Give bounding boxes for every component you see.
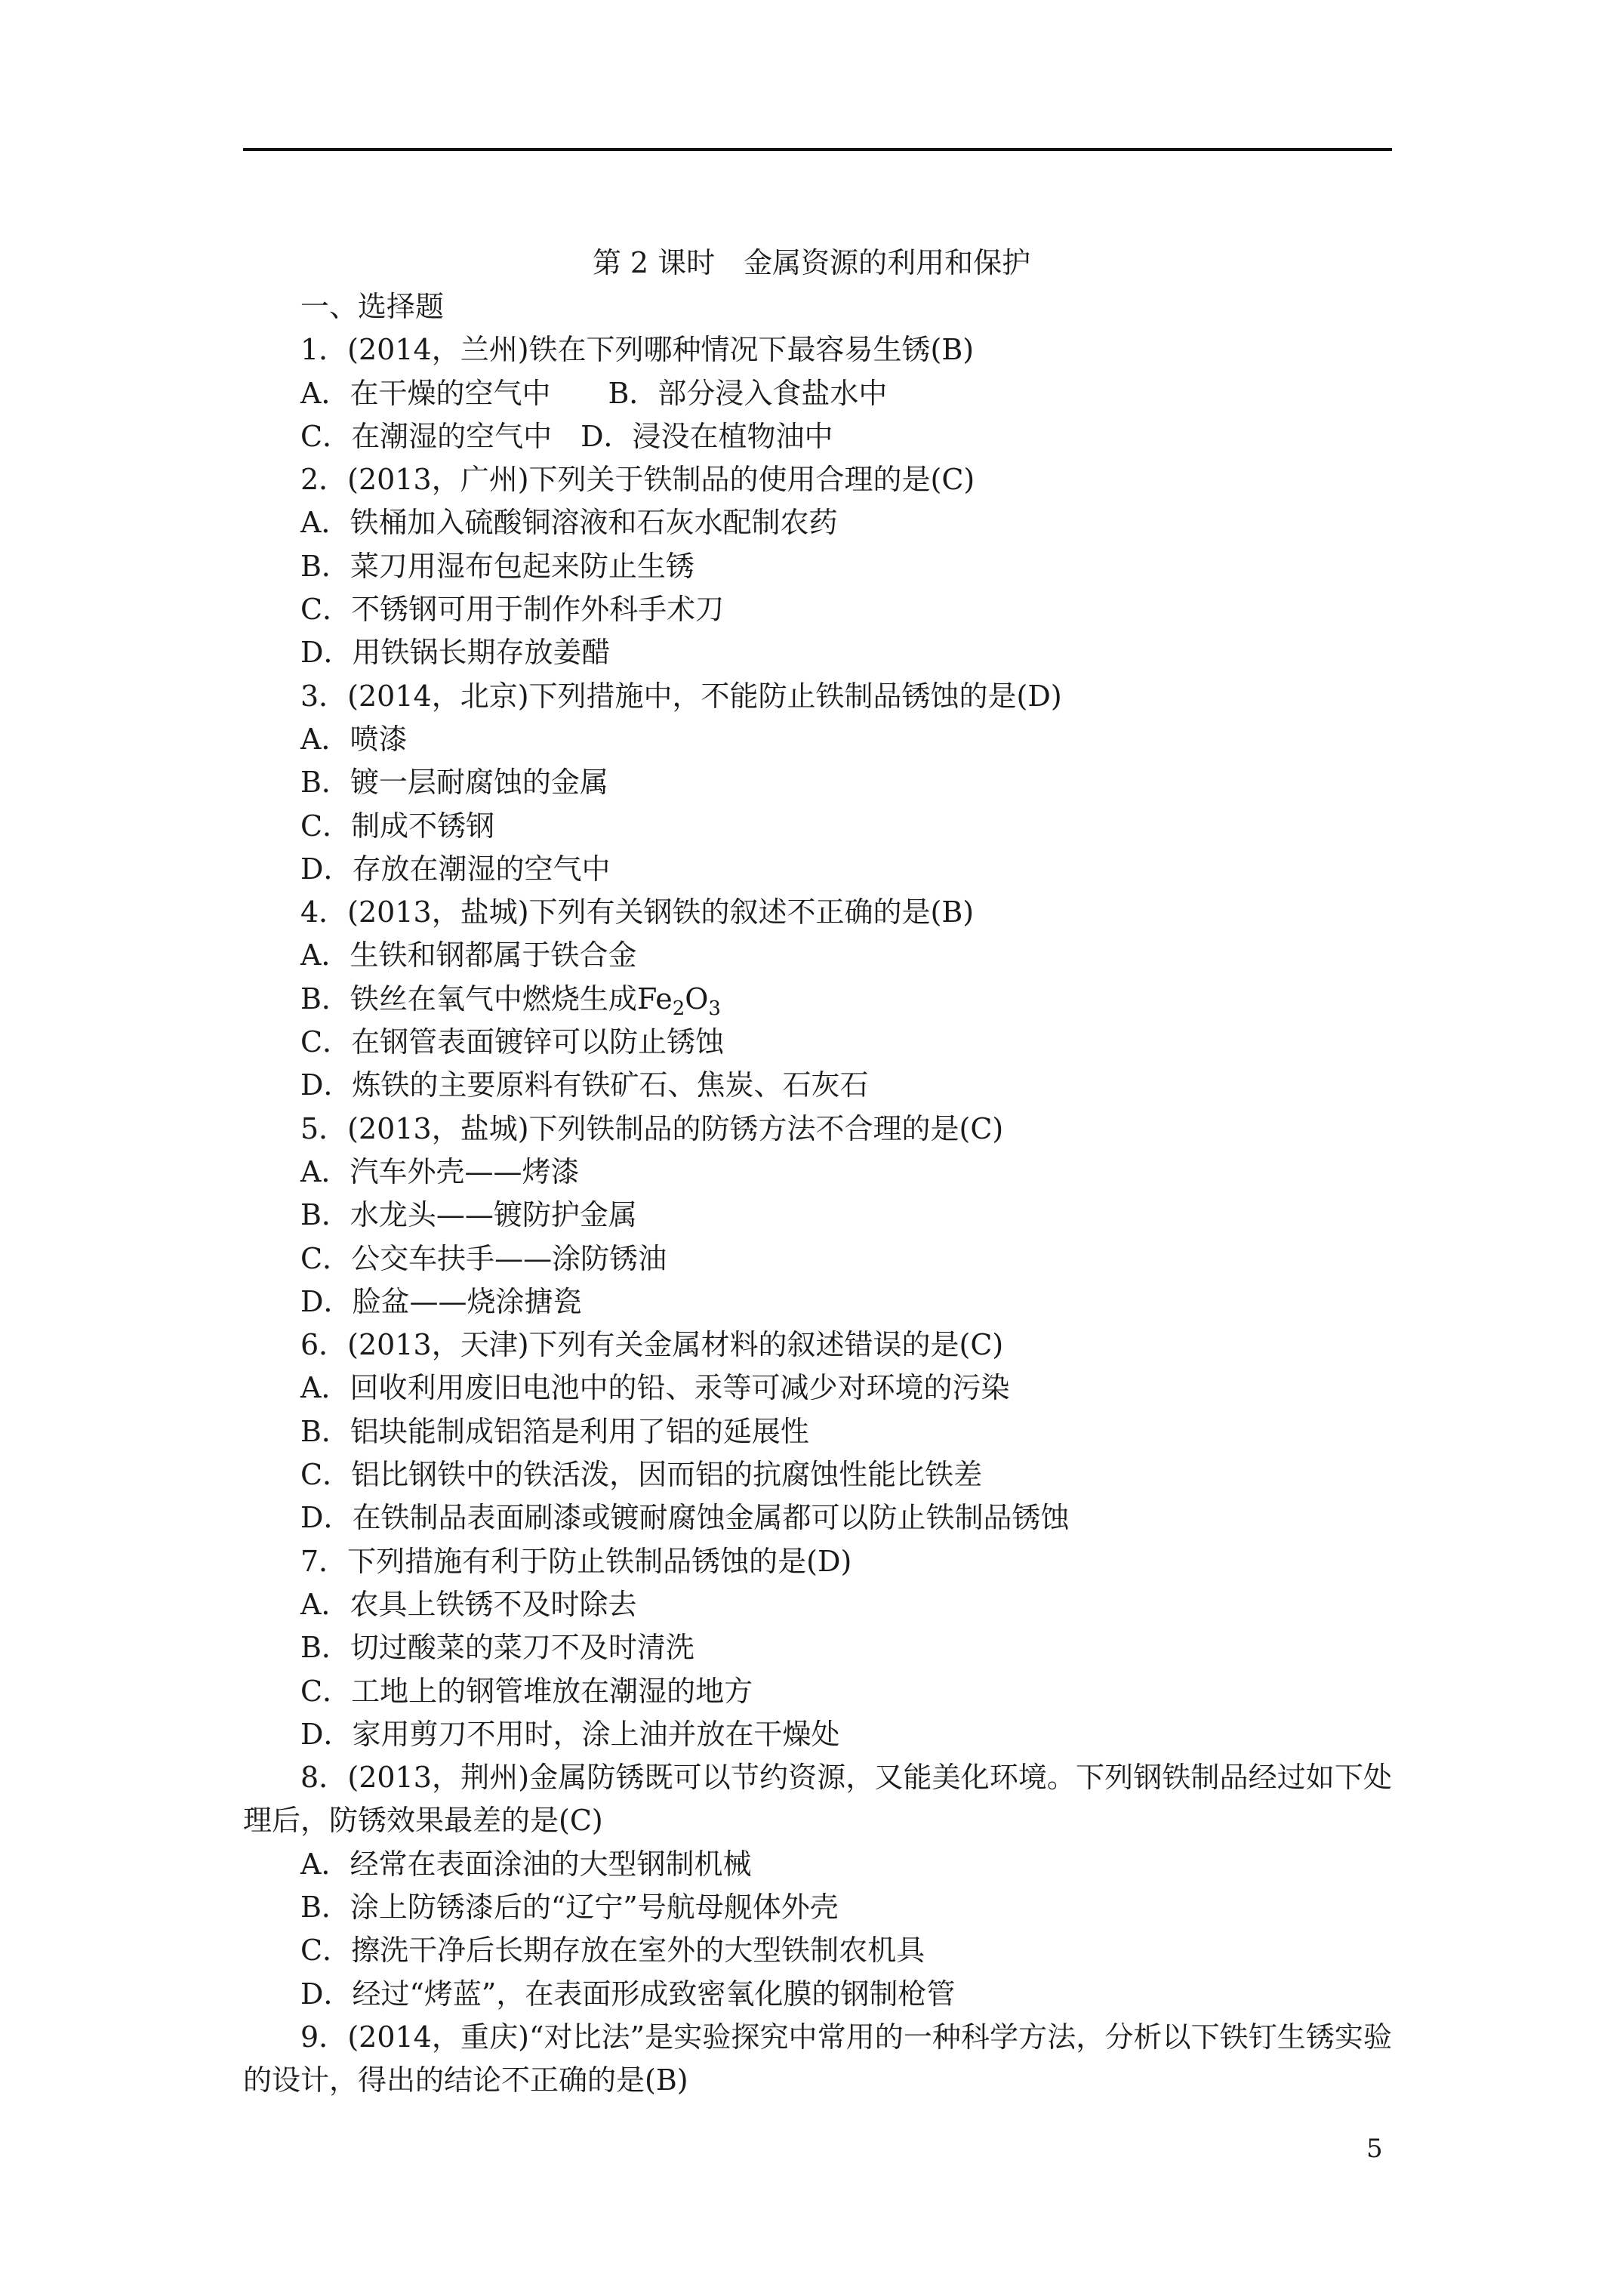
page-number: 5: [1366, 2134, 1383, 2164]
question-4-option-a: A．生铁和钢都属于铁合金: [300, 938, 637, 972]
question-6-option-d: D．在铁制品表面刷漆或镀耐腐蚀金属都可以防止铁制品锈蚀: [300, 1501, 1070, 1535]
question-2-option-a: A．铁桶加入硫酸铜溶液和石灰水配制农药: [300, 506, 838, 540]
document-body: [243, 285, 1392, 2102]
question-5-option-b: B．水龙头——镀防护金属: [300, 1198, 637, 1232]
formula-fe-subscript: 2: [672, 997, 685, 1020]
question-3-option-c: C．制成不锈钢: [300, 809, 495, 843]
question-2-option-d: D．用铁锅长期存放姜醋: [300, 636, 611, 670]
question-stem-6: 6．(2013，天津)下列有关金属材料的叙述错误的是(C): [300, 1328, 1004, 1362]
question-7-option-d: D．家用剪刀不用时，涂上油并放在干燥处: [300, 1717, 840, 1751]
question-4-option-d: D．炼铁的主要原料有铁矿石、焦炭、石灰石: [300, 1068, 869, 1102]
question-2-option-b: B．菜刀用湿布包起来防止生锈: [300, 549, 694, 583]
question-5-option-c: C．公交车扶手——涂防锈油: [300, 1241, 667, 1275]
formula-o: O: [685, 982, 709, 1015]
question-7-option-c: C．工地上的钢管堆放在潮湿的地方: [300, 1674, 753, 1708]
question-8-option-c: C．擦洗干净后长期存放在室外的大型铁制农机具: [300, 1934, 925, 1968]
question-6-option-c: C．铝比钢铁中的铁活泼，因而铝的抗腐蚀性能比铁差: [300, 1458, 983, 1492]
question-3-option-d: D．存放在潮湿的空气中: [300, 852, 611, 886]
question-3-option-b: B．镀一层耐腐蚀的金属: [300, 766, 608, 800]
question-2-option-c: C．不锈钢可用于制作外科手术刀: [300, 593, 725, 627]
page-title: 第 2 课时 金属资源的利用和保护: [592, 246, 1031, 279]
question-stem-5: 5．(2013，盐城)下列铁制品的防锈方法不合理的是(C): [300, 1111, 1004, 1145]
question-8-option-a: A．经常在表面涂油的大型钢制机械: [300, 1847, 752, 1881]
fe2o3-formula: [636, 982, 721, 1020]
formula-fe: Fe: [636, 982, 673, 1015]
question-1-options-row-2: C．在潮湿的空气中 D．浸没在植物油中: [300, 419, 833, 453]
question-stem-4: 4．(2013，盐城)下列有关钢铁的叙述不正确的是(B): [300, 895, 975, 929]
question-stem-1: 1．(2014，兰州)铁在下列哪种情况下最容易生锈(B): [300, 333, 975, 367]
question-1-options-row-1: A．在干燥的空气中 B．部分浸入食盐水中: [300, 376, 888, 410]
question-3-option-a: A．喷漆: [300, 722, 408, 756]
question-5-option-d: D．脸盆——烧涂搪瓷: [300, 1284, 582, 1318]
section-heading: 一、选择题: [300, 290, 445, 323]
question-stem-7: 7．下列措施有利于防止铁制品锈蚀的是(D): [300, 1544, 852, 1578]
question-8-option-b: B．涂上防锈漆后的“辽宁”号航母舰体外壳: [300, 1890, 839, 1924]
question-4-option-b-text: B．铁丝在氧气中燃烧生成: [300, 982, 637, 1015]
question-4-option-b: [243, 978, 1392, 1021]
question-4-option-c: C．在钢管表面镀锌可以防止锈蚀: [300, 1025, 725, 1059]
question-7-option-b: B．切过酸菜的菜刀不及时清洗: [300, 1631, 694, 1665]
question-8-option-d: D．经过“烤蓝”，在表面形成致密氧化膜的钢制枪管: [300, 1977, 956, 2011]
question-6-option-a: A．回收利用废旧电池中的铅、汞等可减少对环境的污染: [300, 1371, 1010, 1405]
question-stem-9: 9．(2014，重庆)“对比法”是实验探究中常用的一种科学方法，分析以下铁钉生锈实验的设计，得出的结论不正确的是(B): [243, 2020, 1392, 2097]
question-6-option-b: B．铝块能制成铝箔是利用了铝的延展性: [300, 1414, 809, 1448]
question-stem-8: 8．(2013，荆州)金属防锈既可以节约资源，又能美化环境。下列钢铁制品经过如下处理后，防锈效果最差的是(C): [243, 1761, 1392, 1838]
formula-o-subscript: 3: [708, 997, 721, 1020]
header-rule: [243, 148, 1392, 151]
question-5-option-a: A．汽车外壳——烤漆: [300, 1154, 580, 1188]
question-stem-3: 3．(2014，北京)下列措施中，不能防止铁制品锈蚀的是(D): [300, 679, 1062, 713]
question-stem-2: 2．(2013，广州)下列关于铁制品的使用合理的是(C): [300, 463, 975, 497]
question-7-option-a: A．农具上铁锈不及时除去: [300, 1587, 637, 1621]
